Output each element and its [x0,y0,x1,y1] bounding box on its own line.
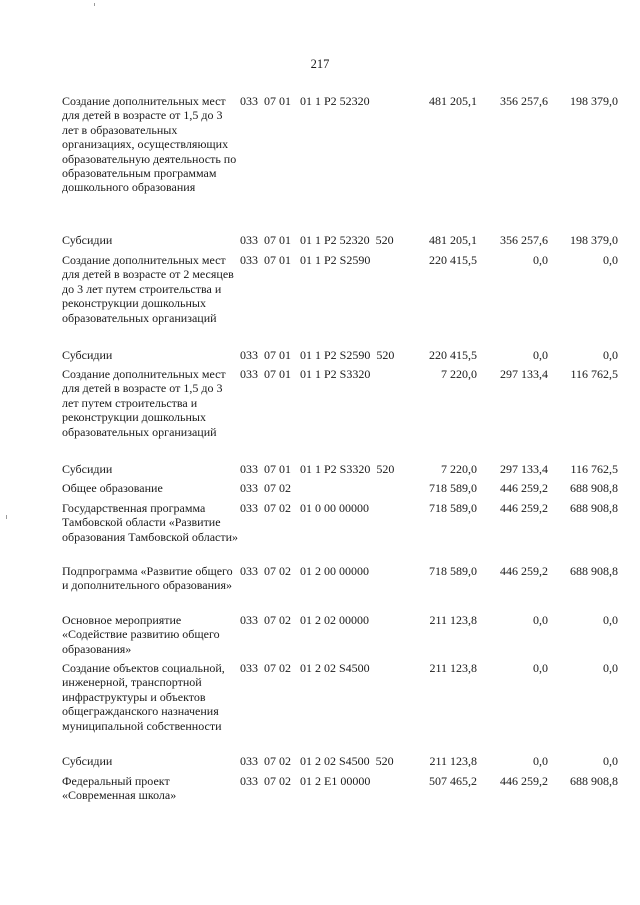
row-value-3: 198 379,0 [570,94,618,108]
row-code: 033 07 02 01 2 E1 00000 [240,774,371,788]
row-code: 033 07 01 01 1 P2 S3320 [240,367,371,381]
row-value-2: 446 259,2 [500,774,548,788]
row-code: 033 07 01 01 1 P2 52320 520 [240,233,394,247]
row-value-3: 0,0 [603,253,618,267]
row-value-3: 688 908,8 [570,564,618,578]
row-value-2: 356 257,6 [500,94,548,108]
row-value-3: 0,0 [603,348,618,362]
row-value-3: 688 908,8 [570,774,618,788]
table-row [0,564,640,613]
row-name: Создание объектов социальной, инженерной, транспортной инфраструктуры и объектов общегражданского назначения муниципальной собственности [62,661,225,733]
row-code: 033 07 02 01 2 02 S4500 520 [240,754,394,768]
row-value-2: 356 257,6 [500,233,548,247]
row-name: Создание дополнительных мест для детей в возрасте от 1,5 до 3 лет в образовательных организациях, осуществляющих образовательную деятельность по образовательным программам дошкольного образования [62,94,237,195]
table-row [0,367,640,462]
row-name: Создание дополнительных мест для детей в возрасте от 1,5 до 3 лет путем строительства и реконструкции дошкольных образовательных организаций [62,367,226,439]
budget-table [0,94,640,814]
row-value-3: 688 908,8 [570,501,618,515]
row-name: Подпрограмма «Развитие общего и дополнительного образования» [62,564,233,593]
row-code: 033 07 02 01 2 00 00000 [240,564,369,578]
row-value-1: 481 205,1 [429,94,477,108]
row-value-1: 507 465,2 [429,774,477,788]
row-name: Субсидии [62,462,113,476]
table-row [0,94,640,233]
row-value-1: 718 589,0 [429,481,477,495]
table-row [0,774,640,814]
row-value-3: 198 379,0 [570,233,618,247]
row-value-3: 116 762,5 [570,367,618,381]
row-value-2: 0,0 [533,754,548,768]
row-value-1: 718 589,0 [429,501,477,515]
row-value-1: 7 220,0 [441,462,477,476]
row-value-3: 0,0 [603,613,618,627]
row-value-2: 0,0 [533,661,548,675]
row-name: Субсидии [62,233,113,247]
table-row [0,661,640,754]
row-name: Основное мероприятие «Содействие развитию общего образования» [62,613,220,656]
row-value-3: 688 908,8 [570,481,618,495]
page-number: 217 [310,57,330,71]
row-value-2: 297 133,4 [500,367,548,381]
row-value-2: 446 259,2 [500,501,548,515]
row-code: 033 07 02 01 2 02 00000 [240,613,369,627]
row-value-3: 0,0 [603,661,618,675]
row-value-1: 481 205,1 [429,233,477,247]
table-row [0,501,640,564]
row-value-3: 116 762,5 [570,462,618,476]
row-code: 033 07 01 01 1 P2 52320 [240,94,370,108]
row-value-2: 0,0 [533,253,548,267]
row-name: Субсидии [62,754,113,768]
row-value-1: 211 123,8 [429,661,477,675]
row-value-2: 446 259,2 [500,564,548,578]
row-value-1: 718 589,0 [429,564,477,578]
table-row [0,348,640,367]
row-value-1: 220 415,5 [429,253,477,267]
row-value-2: 0,0 [533,348,548,362]
row-value-1: 211 123,8 [429,754,477,768]
table-row [0,253,640,348]
table-row [0,754,640,774]
table-row [0,613,640,661]
table-row [0,462,640,481]
row-value-2: 0,0 [533,613,548,627]
row-name: Федеральный проект «Современная школа» [62,774,177,803]
row-code: 033 07 01 01 1 P2 S2590 [240,253,371,267]
row-code: 033 07 02 [240,481,291,495]
table-row [0,233,640,253]
row-code: 033 07 01 01 1 P2 S3320 520 [240,462,395,476]
row-value-1: 211 123,8 [429,613,477,627]
row-name: Общее образование [62,481,163,495]
row-value-1: 220 415,5 [429,348,477,362]
scan-mark [94,3,95,6]
table-row [0,481,640,501]
row-value-2: 446 259,2 [500,481,548,495]
row-value-1: 7 220,0 [441,367,477,381]
row-name: Субсидии [62,348,113,362]
row-value-3: 0,0 [603,754,618,768]
row-name: Государственная программа Тамбовской области «Развитие образования Тамбовской области» [62,501,239,544]
row-code: 033 07 02 01 0 00 00000 [240,501,369,515]
row-value-2: 297 133,4 [500,462,548,476]
row-name: Создание дополнительных мест для детей в возрасте от 2 месяцев до 3 лет путем строительства и реконструкции дошкольных образовательных организаций [62,253,234,325]
row-code: 033 07 02 01 2 02 S4500 [240,661,370,675]
row-code: 033 07 01 01 1 P2 S2590 520 [240,348,395,362]
